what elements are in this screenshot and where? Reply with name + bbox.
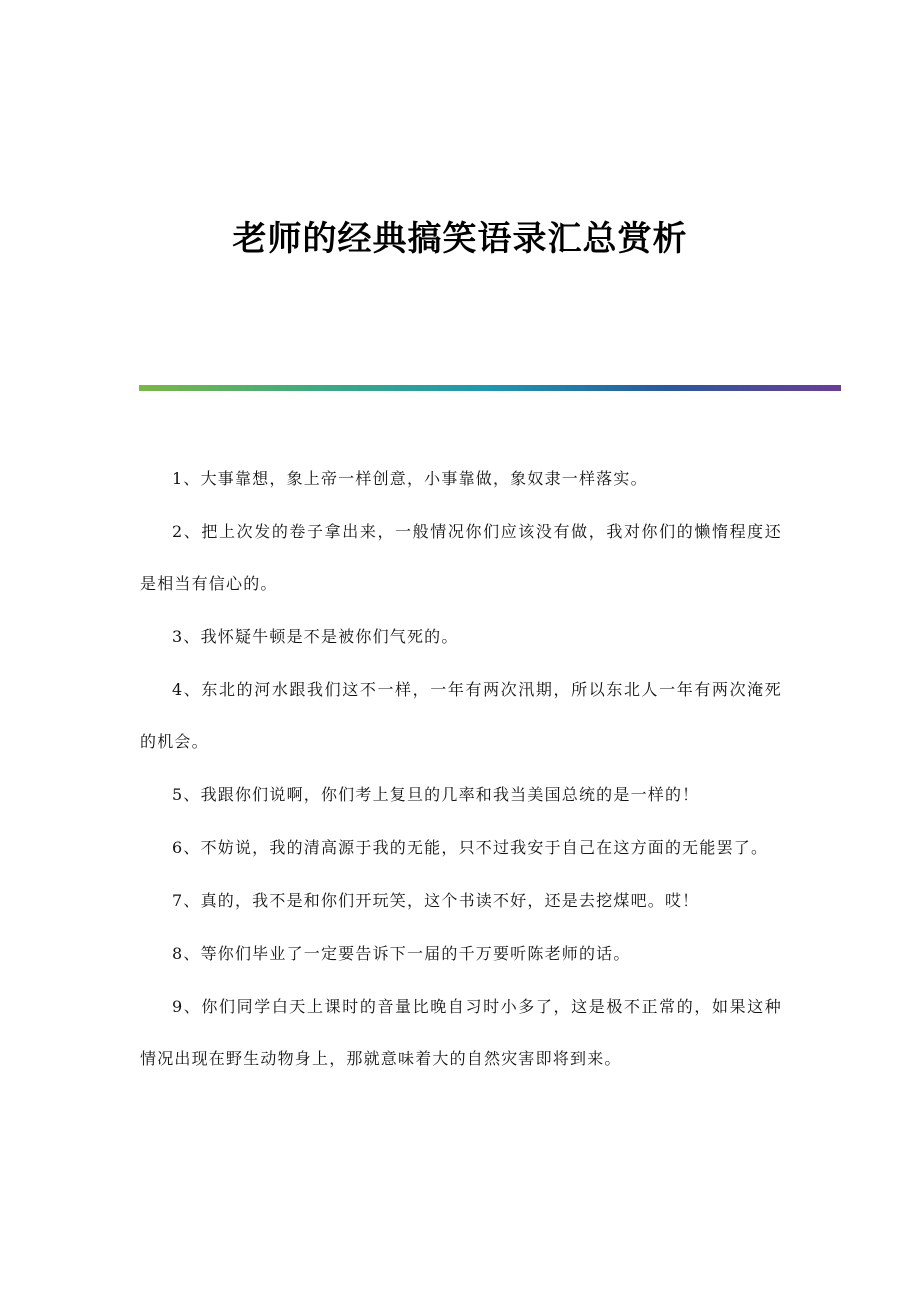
quote-paragraph-2: 2、把上次发的卷子拿出来，一般情况你们应该没有做，我对你们的懒惰程度还是相当有信心的。 (140, 522, 782, 593)
quote-paragraph-6: 6、不妨说，我的清高源于我的无能，只不过我安于自己在这方面的无能罢了。 (172, 838, 769, 857)
quote-paragraph-8: 8、等你们毕业了一定要告诉下一届的千万要听陈老师的话。 (172, 944, 631, 963)
quote-paragraph-9: 9、你们同学白天上课时的音量比晚自习时小多了，这是极不正常的，如果这种情况出现在野生动物身上，那就意味着大的自然灾害即将到来。 (140, 997, 782, 1068)
document-title: 老师的经典搞笑语录汇总赏析 (232, 219, 688, 259)
document-body (140, 466, 782, 1099)
quote-paragraph-7: 7、真的，我不是和你们开玩笑，这个书读不好，还是去挖煤吧。哎！ (172, 891, 700, 910)
quote-paragraph-4: 4、东北的河水跟我们这不一样，一年有两次汛期，所以东北人一年有两次淹死的机会。 (140, 680, 782, 751)
title-divider (139, 385, 841, 391)
quote-paragraph-1: 1、大事靠想，象上帝一样创意，小事靠做，象奴隶一样落实。 (172, 469, 648, 488)
quote-paragraph-5: 5、我跟你们说啊，你们考上复旦的几率和我当美国总统的是一样的！ (172, 785, 700, 804)
quote-paragraph-3: 3、我怀疑牛顿是不是被你们气死的。 (172, 627, 459, 646)
